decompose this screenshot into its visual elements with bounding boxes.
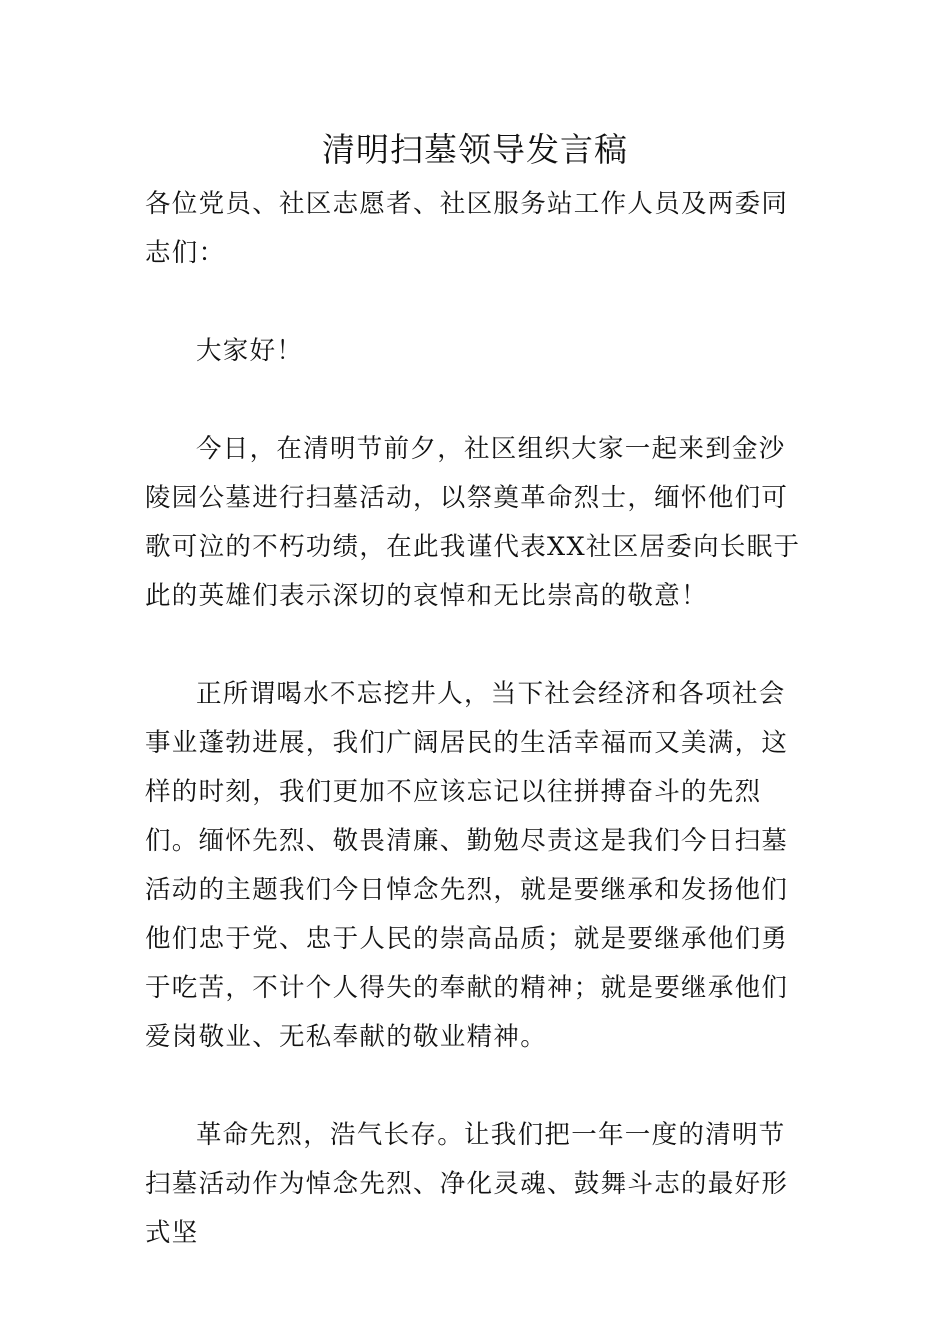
document-title: 清明扫墓领导发言稿 — [322, 130, 628, 169]
paragraph-gap — [145, 376, 810, 425]
paragraph-1: 今日，在清明节前夕，社区组织大家一起来到金沙陵园公墓进行扫墓活动，以祭奠革命烈士，缅怀他们可歌可泣的不朽功绩，在此我谨代表XX社区居委向长眠于此的英雄们表示深切的哀悼和无比崇高的敬意！ — [145, 434, 801, 611]
paragraph-gap — [145, 1062, 810, 1111]
document-body — [145, 180, 810, 1258]
salutation: 各位党员、社区志愿者、社区服务站工作人员及两委同志们： — [145, 189, 789, 268]
paragraph-2: 正所谓喝水不忘挖井人，当下社会经济和各项社会事业蓬勃进展，我们广阔居民的生活幸福而又美满，这样的时刻，我们更加不应该忘记以往拼搏奋斗的先烈们。缅怀先烈、敬畏清廉、勤勉尽责这是我们今日扫墓活动的主题我们今日悼念先烈，就是要继承和发扬他们他们忠于党、忠于人民的崇高品质；就是要继承他们勇于吃苦，不计个人得失的奉献的精神；就是要继承他们爱岗敬业、无私奉献的敬业精神。 — [145, 679, 789, 1052]
paragraph-3: 革命先烈，浩气长存。让我们把一年一度的清明节扫墓活动作为悼念先烈、净化灵魂、鼓舞斗志的最好形式坚 — [145, 1120, 789, 1248]
paragraph-greeting: 大家好！ — [196, 336, 304, 366]
paragraph-gap — [145, 621, 810, 670]
paragraph-gap — [145, 278, 810, 327]
